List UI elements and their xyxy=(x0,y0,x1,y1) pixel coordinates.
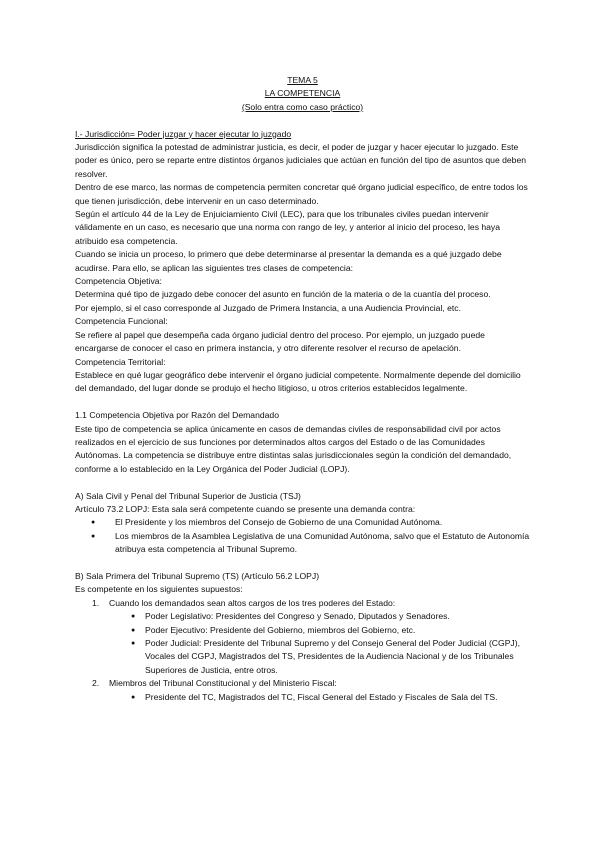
numbered-item-1 xyxy=(75,597,530,610)
tc-fiscal-list xyxy=(75,691,530,704)
numbered-item-text: Miembros del Tribunal Constitucional y del Ministerio Fiscal: xyxy=(109,678,337,689)
list-item: ● Poder Legislativo: Presidentes del Congreso y Senado, Diputados y Senadores. xyxy=(75,610,530,623)
list-item: ● Los miembros de la Asamblea Legislativa de una Comunidad Autónoma, salvo que el Estatuto de Autonomía atribuya esta competencia al Tribunal Supremo. xyxy=(75,530,530,557)
section-a-list xyxy=(75,516,530,556)
section-a-intro: Artículo 73.2 LOPJ: Esta sala será competente cuando se presente una demanda contra: xyxy=(75,503,416,514)
document-body xyxy=(75,74,530,704)
numbered-item-2 xyxy=(75,677,530,690)
list-item: ● Poder Judicial: Presidente del Tribunal Supremo y del Consejo General del Poder Judicial (CGPJ), Vocales del CGPJ, Magistrados del TS, Presidentes de la Audiencia Nacional y de los Tribunales Superiores de Justicia, entre otros. xyxy=(75,637,530,677)
list-item: ● Presidente del TC, Magistrados del TC, Fiscal General del Estado y Fiscales de Sala del TS. xyxy=(75,691,530,704)
competencia-objetiva-text-2: Por ejemplo, si el caso corresponde al Juzgado de Primera Instancia, a una Audiencia Provincial, etc. xyxy=(75,302,461,313)
section-1-1-heading: 1.1 Competencia Objetiva por Razón del Demandado xyxy=(75,410,279,421)
section-b-heading: B) Sala Primera del Tribunal Supremo (TS) (Artículo 56.2 LOPJ) xyxy=(75,570,320,581)
section-1-paragraph-1: Jurisdicción significa la potestad de administrar justicia, es decir, el poder de juzgar y hacer ejecutar lo juzgado. Este poder es único, pero se reparte entre distintos órganos judiciales que actúan en función del tipo de asuntos que deben resolver. xyxy=(75,142,527,179)
document-title: LA COMPETENCIA xyxy=(264,88,341,99)
tema-label: TEMA 5 xyxy=(287,75,318,85)
competencia-funcional-label: Competencia Funcional: xyxy=(75,316,168,327)
numbered-item-text: Cuando los demandados sean altos cargos de los tres poderes del Estado: xyxy=(109,597,396,608)
section-a-heading: A) Sala Civil y Penal del Tribunal Superior de Justicia (TSJ) xyxy=(75,490,301,501)
numbered-item-marker: 1. xyxy=(92,597,100,608)
competencia-objetiva-text-1: Determina qué tipo de juzgado debe conocer del asunto en función de la materia o de la cuantía del proceso. xyxy=(75,289,491,300)
section-1-paragraph-2: Dentro de ese marco, las normas de competencia permiten concretar qué órgano judicial específico, de entre todos los que tienen jurisdicción, debe intervenir en un caso determinado. xyxy=(75,182,528,206)
competencia-territorial-text: Establece en qué lugar geográfico debe intervenir el órgano judicial competente. Normalmente depende del domicilio del demandado, del lugar donde se produjo el hecho litigioso, u otros criterios establecidos legalmente. xyxy=(75,369,521,394)
list-item: ● Poder Ejecutivo: Presidente del Gobierno, miembros del Gobierno, etc. xyxy=(75,624,530,637)
document-subtitle: (Solo entra como caso práctico) xyxy=(241,101,364,112)
competencia-territorial-label: Competencia Territorial: xyxy=(75,356,166,367)
poderes-list xyxy=(75,610,530,677)
numbered-item-marker: 2. xyxy=(92,678,100,689)
list-item: ● El Presidente y los miembros del Consejo de Gobierno de una Comunidad Autónoma. xyxy=(75,516,530,529)
section-b-intro: Es competente en los siguientes supuestos: xyxy=(75,584,243,595)
competencia-funcional-text: Se refiere al papel que desempeña cada órgano judicial dentro del proceso. Por ejemplo, un juzgado puede encargarse de conocer el caso en primera instancia, y otro diferente resolver el recurso de apelación. xyxy=(75,329,485,354)
section-1-1-paragraph: Este tipo de competencia se aplica únicamente en casos de demandas civiles de responsabilidad civil por actos realizados en el ejercicio de sus funciones por determinados altos cargos del Estado o de las Comunidades Autónomas. La competencia se distribuye entre distintas salas jurisdiccionales según la condición del demandado, conforme a lo establecido en la Ley Orgánica del Poder Judicial (LOPJ). xyxy=(75,423,512,474)
section-1-heading: I.- Jurisdicción= Poder juzgar y hacer ejecutar lo juzgado xyxy=(75,128,292,139)
section-1-paragraph-4: Cuando se inicia un proceso, lo primero que debe determinarse al presentar la demanda es a qué juzgado debe acudirse. Para ello, se aplican las siguientes tres clases de competencia: xyxy=(75,249,502,273)
section-1-paragraph-3: Según el artículo 44 de la Ley de Enjuiciamiento Civil (LEC), para que los tribunales civiles puedan intervenir válidamente en un caso, es necesario que una norma con rango de ley, y anterior al inicio del proceso, les haya atribuido esa competencia. xyxy=(75,209,501,246)
competencia-objetiva-label: Competencia Objetiva: xyxy=(75,276,162,287)
